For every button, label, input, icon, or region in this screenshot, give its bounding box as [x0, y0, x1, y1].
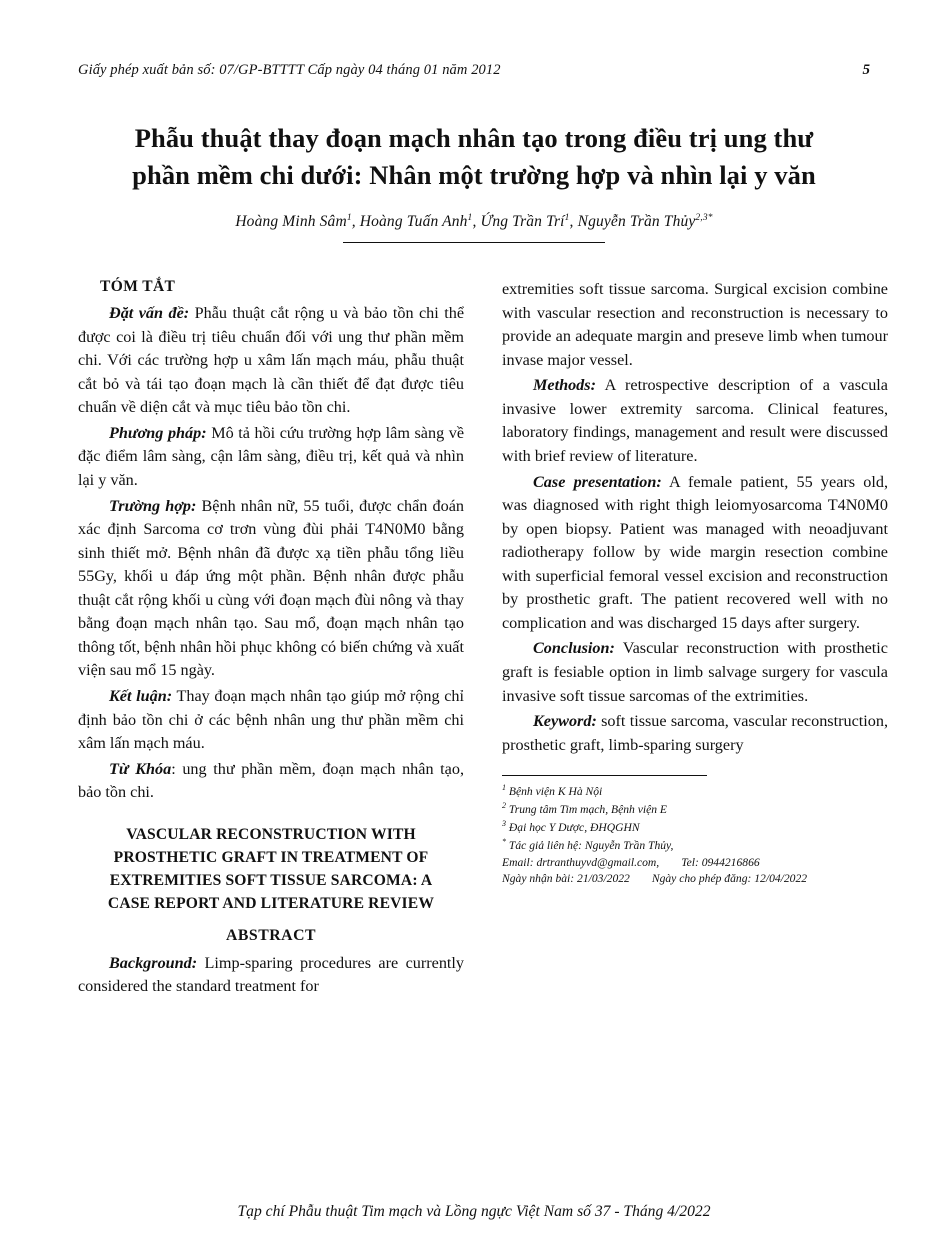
paragraph-text: : ung thư phần mềm, đoạn mạch nhân tạo, bảo tồn chi. — [78, 759, 464, 802]
author-list — [78, 213, 870, 231]
paragraph-lead: Kết luận: — [109, 687, 173, 705]
license-text: Giấy phép xuất bản số: 07/GP-BTTTT Cấp ngày 04 tháng 01 năm 2012 — [78, 62, 501, 78]
author-name: Ứng Trần Trí — [480, 213, 565, 231]
footnote-dates — [502, 871, 888, 887]
paragraph-lead: Conclusion: — [533, 639, 615, 658]
footnote-contact — [502, 855, 888, 871]
page-footer: Tạp chí Phẫu thuật Tim mạch và Lồng ngực Việt Nam số 37 - Tháng 4/2022 — [237, 1203, 711, 1220]
english-title — [78, 824, 464, 916]
paragraph-dat-van-de — [78, 302, 464, 420]
author-affiliation-marker: 2,3* — [695, 213, 713, 224]
paragraph-methods — [502, 374, 888, 468]
page-number: 5 — [862, 62, 870, 78]
running-head — [78, 62, 870, 79]
author-affiliation-marker: 1 — [346, 213, 352, 224]
footnote-affiliation-1 — [502, 782, 888, 800]
author-affiliation-marker: 1 — [467, 213, 473, 224]
paragraph-lead: Case presentation: — [533, 472, 662, 491]
footnote-block — [502, 775, 888, 887]
paragraph-keyword — [502, 710, 888, 757]
footnote-divider — [502, 775, 707, 776]
paragraph-case-presentation — [502, 471, 888, 636]
paragraph-lead: Trường hợp: — [109, 496, 197, 515]
paragraph-lead: Keyword: — [533, 712, 597, 731]
paragraph-text: soft tissue sarcoma, vascular reconstruction, prosthetic graft, limb-sparing surgery — [502, 712, 888, 754]
footnote-corresponding-author — [502, 836, 888, 854]
footnote-affiliation-2 — [502, 800, 888, 818]
paragraph-lead: Methods: — [533, 376, 596, 395]
right-column — [502, 278, 888, 999]
english-title-line-1: VASCULAR RECONSTRUCTION WITH — [126, 825, 416, 843]
paragraph-text: A female patient, 55 years old, was diagnosed with right thigh leiomyosarcoma T4N0M0 by open biopsy. Patient was managed with neoadjuvant radiotherapy follow by wide margin resection combine with superficial femoral vessel excision and reconstruction by prosthetic graft. The patient recovered well with no complication and was discharged 15 days after surgery. — [502, 472, 889, 632]
paragraph-lead: Background: — [109, 953, 198, 972]
author-name: Nguyễn Trần Thủy — [577, 213, 696, 231]
author-separator: , — [472, 213, 481, 231]
author-name: Hoàng Minh Sâm — [235, 213, 347, 231]
footnote-affiliation-3 — [502, 818, 888, 836]
english-title-line-3: EXTREMITIES SOFT TISSUE SARCOMA: A — [109, 871, 433, 889]
footnote-marker: 1 — [502, 783, 506, 793]
author-affiliation-marker: 1 — [564, 213, 570, 224]
author-name: Hoàng Tuấn Anh — [359, 213, 468, 231]
two-column-body — [78, 278, 889, 999]
footnote-text: Trung tâm Tim mạch, Bệnh viện E — [506, 803, 668, 817]
footnote-marker: 2 — [502, 801, 506, 811]
english-title-line-2: PROSTHETIC GRAFT IN TREATMENT OF — [113, 848, 429, 866]
accepted-date: Ngày cho phép đăng: 12/04/2022 — [651, 871, 808, 885]
title-block — [78, 120, 870, 243]
paragraph-lead: Đặt vấn đề: — [109, 304, 190, 322]
english-title-line-4: CASE REPORT AND LITERATURE REVIEW — [107, 894, 435, 912]
section-heading-tomtat: TÓM TẮT — [100, 278, 176, 295]
paragraph-ket-luan — [78, 685, 464, 756]
email-text: Email: drtranthuyvd@gmail.com, — [502, 855, 660, 869]
footnote-text: Bệnh viện K Hà Nội — [506, 785, 603, 799]
author-separator: , — [351, 213, 360, 231]
footnote-marker: * — [502, 837, 506, 847]
paragraph-text: Bệnh nhân nữ, 55 tuổi, được chẩn đoán xác định Sarcoma cơ trơn vùng đùi phải T4N0M0 bằng sinh thiết mở. Bệnh nhân đã được xạ tiền phẫu tổng liều 55Gy, khối u đáp ứng một phần. Bệnh nhân được phẫu thuật cắt rộng khối u cùng với đoạn mạch đùi nông và thay bằng đoạn mạch nhân tạo. Sau mổ, đoạn mạch nhân tạo thông tốt, bệnh nhân hồi phục không có biến chứng và xuất viện sau mổ 15 ngày. — [78, 496, 464, 680]
received-date: Ngày nhận bài: 21/03/2022 — [502, 871, 630, 885]
footnote-text: Đại học Y Dược, ĐHQGHN — [506, 821, 640, 835]
left-column — [78, 278, 464, 999]
paragraph-text: extremities soft tissue sarcoma. Surgical excision combine with vascular resection and reconstruction is necessary to provide an adequate margin and preseve limb when tumour invase major vessel. — [502, 280, 888, 369]
footnote-text: Tác giả liên hệ: Nguyễn Trần Thủy, — [506, 839, 674, 853]
paragraph-background-continued — [502, 278, 888, 372]
paragraph-lead: Từ Khóa — [109, 759, 172, 778]
telephone-text: Tel: 0944216866 — [681, 855, 760, 869]
section-heading-abstract: ABSTRACT — [225, 926, 317, 944]
paragraph-background — [78, 952, 464, 999]
paragraph-text: A retrospective description of a vascula invasive lower extremity sarcoma. Clinical features, laboratory findings, management and result were discussed with brief review of literature. — [502, 376, 888, 465]
paragraph-text: Mô tả hồi cứu trường hợp lâm sàng về đặc điểm lâm sàng, cận lâm sàng, điều trị, kết quả và nhìn lại y văn. — [78, 423, 465, 489]
title-line-2: phần mềm chi dưới: Nhân một trường hợp và nhìn lại y văn — [132, 160, 816, 191]
paragraph-text: Thay đoạn mạch nhân tạo giúp mở rộng chỉ định bảo tồn chi ở các bệnh nhân ung thư phần mềm chi xâm lấn mạch máu. — [78, 687, 464, 753]
page-title — [78, 120, 870, 194]
author-separator: , — [569, 213, 578, 231]
paragraph-tu-khoa — [78, 758, 464, 805]
paragraph-phuong-phap — [78, 422, 464, 493]
paragraph-truong-hop — [78, 495, 464, 684]
paragraph-text: Vascular reconstruction with prosthetic graft is fesiable option in limb salvage surgery for vascula invasive soft tissue sarcomas of the extrimities. — [502, 639, 888, 705]
title-line-1: Phẫu thuật thay đoạn mạch nhân tạo trong điều trị ung thư — [134, 123, 814, 153]
paragraph-conclusion — [502, 637, 888, 708]
paragraph-lead: Phương pháp: — [109, 423, 207, 442]
horizontal-divider — [343, 242, 605, 243]
paragraph-text: Limp-sparing procedures are currently considered the standard treatment for — [78, 953, 464, 996]
paragraph-text: Phẫu thuật cắt rộng u và bảo tồn chi thể được coi là điều trị tiêu chuẩn đối với ung thư phần mềm chi. Với các trường hợp u xâm lấn mạch máu, phẫu thuật cắt bỏ và tái tạo đoạn mạch là cần thiết để đạt được tiêu chuẩn về diện cắt và mục tiêu bảo tồn chi. — [78, 304, 465, 417]
footnote-marker: 3 — [502, 819, 506, 829]
